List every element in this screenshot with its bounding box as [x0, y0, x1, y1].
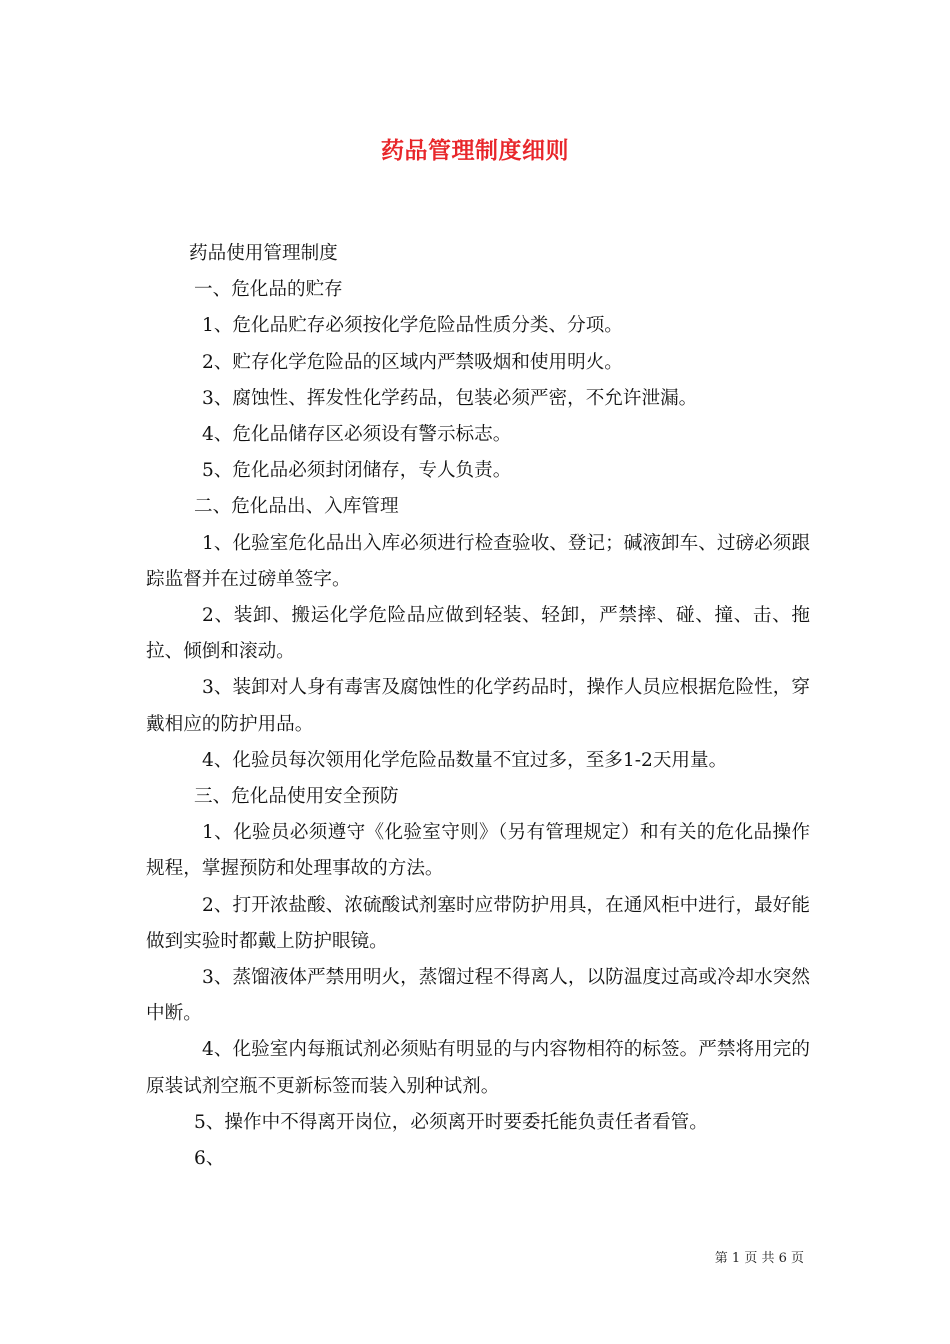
paragraph: 6、: [194, 1148, 225, 1170]
page-number: 第 1 页 共 6 页: [714, 1251, 804, 1266]
paragraph: 5、危化品必须封闭储存，专人负责。: [202, 460, 512, 482]
document-body: [146, 236, 810, 1177]
paragraph: 4、化验室内每瓶试剂必须贴有明显的与内容物相符的标签。严禁将用完的原装试剂空瓶不更新标签而装入别种试剂。: [146, 1039, 810, 1097]
section-heading: 二、危化品出、入库管理: [194, 496, 399, 518]
paragraph: 2、贮存化学危险品的区域内严禁吸烟和使用明火。: [202, 351, 623, 373]
section-heading: 三、危化品使用安全预防: [194, 786, 399, 808]
paragraph: 3、装卸对人身有毒害及腐蚀性的化学药品时，操作人员应根据危险性，穿戴相应的防护用品。: [146, 677, 810, 735]
paragraph: 3、腐蚀性、挥发性化学药品，包装必须严密，不允许泄漏。: [202, 387, 698, 409]
paragraph: 5、操作中不得离开岗位，必须离开时要委托能负责任者看管。: [194, 1111, 708, 1133]
document-title: 药品管理制度细则: [381, 137, 569, 164]
paragraph: 1、危化品贮存必须按化学危险品性质分类、分项。: [202, 315, 623, 337]
paragraph: 1、化验室危化品出入库必须进行检查验收、登记；碱液卸车、过磅必须跟踪监督并在过磅单签字。: [146, 532, 810, 590]
paragraph: 3、蒸馏液体严禁用明火，蒸馏过程不得离人，以防温度过高或冷却水突然中断。: [146, 967, 810, 1025]
paragraph: 2、打开浓盐酸、浓硫酸试剂塞时应带防护用具，在通风柜中进行，最好能做到实验时都戴上防护眼镜。: [146, 894, 810, 952]
paragraph: 4、危化品储存区必须设有警示标志。: [202, 424, 512, 446]
paragraph: 4、化验员每次领用化学危险品数量不宜过多，至多1-2天用量。: [202, 749, 728, 771]
paragraph: 2、装卸、搬运化学危险品应做到轻装、轻卸，严禁摔、碰、撞、击、拖拉、倾倒和滚动。: [146, 605, 810, 663]
section-heading: 一、危化品的贮存: [194, 279, 343, 301]
paragraph: 1、化验员必须遵守《化验室守则》（另有管理规定）和有关的危化品操作规程，掌握预防和处理事故的方法。: [146, 822, 810, 880]
paragraph: 药品使用管理制度: [189, 243, 338, 264]
